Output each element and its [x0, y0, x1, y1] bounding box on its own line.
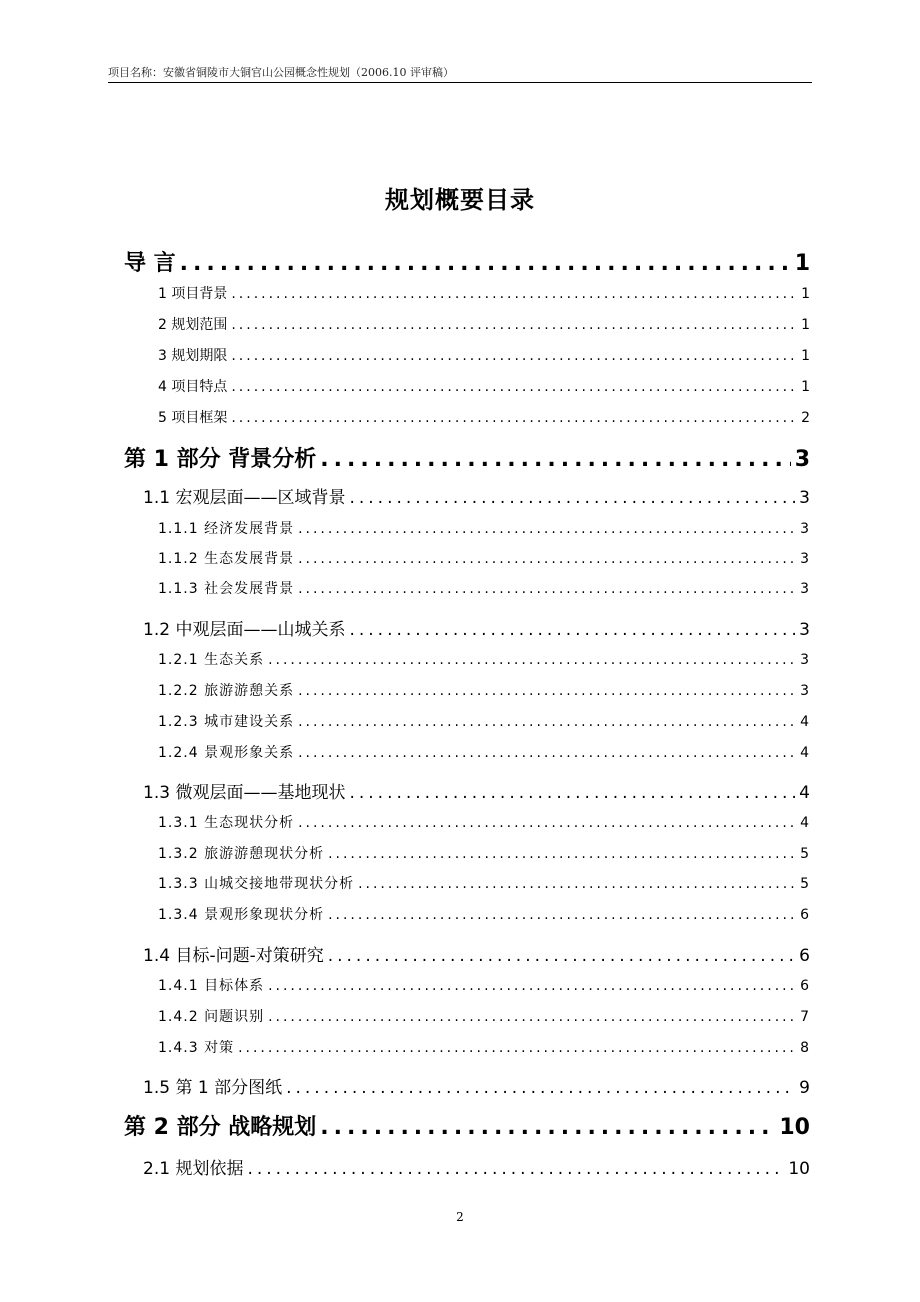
toc-entry[interactable]: [158, 873, 810, 895]
toc-entry-page: 3: [800, 652, 810, 668]
toc-entry-part-1[interactable]: [124, 442, 810, 472]
toc-entry[interactable]: [158, 548, 810, 570]
toc-entry-section[interactable]: [143, 1154, 810, 1180]
toc-entry[interactable]: [158, 649, 810, 671]
toc-leader-dots: [268, 652, 796, 668]
toc-entry-label: 4 项目特点: [158, 379, 228, 395]
toc-entry-label: 2 规划范围: [158, 317, 228, 333]
toc-entry[interactable]: [158, 975, 810, 997]
toc-entry-page: 1: [801, 379, 810, 395]
toc-entry-page: 7: [800, 1009, 810, 1025]
toc-entry-label: 1.3 微观层面——基地现状: [143, 783, 346, 803]
toc-entry-section[interactable]: [143, 778, 810, 804]
toc-leader-dots: [231, 317, 797, 333]
toc-leader-dots: [349, 783, 795, 803]
toc-entry[interactable]: [158, 314, 810, 336]
toc-leader-dots: [286, 1078, 795, 1098]
toc-entry-section[interactable]: [143, 615, 810, 641]
toc-entry-introduction[interactable]: [124, 246, 810, 276]
toc-leader-dots: [298, 581, 796, 597]
toc-entry[interactable]: [158, 742, 810, 764]
toc-entry[interactable]: [158, 711, 810, 733]
toc-entry-label: 1.3.3 山城交接地带现状分析: [158, 876, 355, 892]
toc-entry-page: 3: [800, 683, 810, 699]
toc-entry-label: 3 规划期限: [158, 348, 228, 364]
toc-entry[interactable]: [158, 407, 810, 429]
toc-entry[interactable]: [158, 283, 810, 305]
toc-entry-page: 8: [800, 1040, 810, 1056]
toc-entry-page: 9: [799, 1078, 810, 1098]
toc-entry[interactable]: [158, 1037, 810, 1059]
toc-leader-dots: [180, 251, 791, 276]
page-title: 规划概要目录: [385, 186, 535, 214]
toc-entry[interactable]: [158, 812, 810, 834]
toc-entry-label: 1.1.3 社会发展背景: [158, 581, 295, 597]
toc-entry-page: 5: [800, 846, 810, 862]
toc-entry-label: 1.1.2 生态发展背景: [158, 551, 295, 567]
running-header: [108, 66, 812, 83]
toc-entry-label: 导 言: [124, 251, 176, 276]
toc-entry-page: 3: [800, 521, 810, 537]
toc-entry-page: 3: [799, 620, 810, 640]
toc-entry-label: 1.5 第 1 部分图纸: [143, 1078, 283, 1098]
page-number: 2: [456, 1210, 464, 1224]
toc-leader-dots: [298, 714, 796, 730]
toc-entry-page: 6: [799, 946, 810, 966]
toc-entry-label: 1.4.1 目标体系: [158, 978, 265, 994]
toc-entry-page: 6: [800, 978, 810, 994]
toc-leader-dots: [349, 620, 795, 640]
toc-entry-page: 2: [801, 410, 810, 426]
toc-leader-dots: [298, 815, 796, 831]
toc-entry[interactable]: [158, 1006, 810, 1028]
toc-entry-page: 4: [799, 783, 810, 803]
toc-entry-section[interactable]: [143, 1073, 810, 1099]
toc-entry-page: 10: [788, 1159, 810, 1179]
toc-entry-label: 1.1 宏观层面——区域背景: [143, 488, 346, 508]
toc-entry-section[interactable]: [143, 941, 810, 967]
toc-entry-label: 1.4.3 对策: [158, 1040, 235, 1056]
toc-leader-dots: [268, 1009, 796, 1025]
toc-entry-page: 6: [800, 907, 810, 923]
toc-entry-page: 3: [794, 447, 810, 472]
toc-entry-page: 4: [800, 714, 810, 730]
toc-entry-page: 4: [800, 745, 810, 761]
toc-entry-label: 1.1.1 经济发展背景: [158, 521, 295, 537]
toc-entry-page: 1: [801, 348, 810, 364]
toc-entry-page: 1: [801, 317, 810, 333]
toc-leader-dots: [238, 1040, 796, 1056]
toc-leader-dots: [231, 348, 797, 364]
toc-entry-page: 5: [800, 876, 810, 892]
toc-entry-label: 1 项目背景: [158, 286, 228, 302]
toc-leader-dots: [358, 876, 796, 892]
toc-entry[interactable]: [158, 904, 810, 926]
toc-leader-dots: [328, 846, 796, 862]
toc-entry-label: 2.1 规划依据: [143, 1159, 244, 1179]
toc-leader-dots: [231, 379, 797, 395]
toc-entry[interactable]: [158, 345, 810, 367]
toc-leader-dots: [231, 286, 797, 302]
toc-entry-page: 10: [779, 1115, 810, 1140]
toc-entry-label: 第 1 部分 背景分析: [124, 447, 317, 472]
toc-entry[interactable]: [158, 843, 810, 865]
toc-leader-dots: [298, 745, 796, 761]
toc-entry-label: 1.2.3 城市建设关系: [158, 714, 295, 730]
toc-entry-label: 1.4.2 问题识别: [158, 1009, 265, 1025]
toc-entry-label: 1.2.1 生态关系: [158, 652, 265, 668]
toc-entry[interactable]: [158, 518, 810, 540]
toc-entry-page: 3: [800, 581, 810, 597]
toc-leader-dots: [298, 551, 796, 567]
toc-entry-label: 1.3.1 生态现状分析: [158, 815, 295, 831]
toc-leader-dots: [328, 946, 795, 966]
toc-leader-dots: [328, 907, 796, 923]
toc-entry-label: 1.2.2 旅游游憩关系: [158, 683, 295, 699]
toc-entry-label: 5 项目框架: [158, 410, 228, 426]
toc-leader-dots: [231, 410, 797, 426]
toc-leader-dots: [298, 683, 796, 699]
toc-entry-section[interactable]: [143, 483, 810, 509]
toc-entry-page: 4: [800, 815, 810, 831]
toc-entry-label: 1.2 中观层面——山城关系: [143, 620, 346, 640]
toc-entry-page: 1: [794, 251, 810, 276]
toc-entry-label: 1.2.4 景观形象关系: [158, 745, 295, 761]
toc-entry[interactable]: [158, 376, 810, 398]
toc-entry-page: 3: [799, 488, 810, 508]
running-header-text: 项目名称：安徽省铜陵市大铜官山公园概念性规划（2006.10 评审稿）: [108, 66, 454, 79]
toc-entry-label: 1.3.4 景观形象现状分析: [158, 907, 325, 923]
toc-entry[interactable]: [158, 578, 810, 600]
toc-entry-page: 1: [801, 286, 810, 302]
toc-entry-label: 1.4 目标-问题-对策研究: [143, 946, 324, 966]
toc-entry-label: 第 2 部分 战略规划: [124, 1115, 317, 1140]
toc-leader-dots: [320, 447, 790, 472]
toc-entry-label: 1.3.2 旅游游憩现状分析: [158, 846, 325, 862]
toc-leader-dots: [247, 1159, 784, 1179]
toc-entry-part-2[interactable]: [124, 1110, 810, 1140]
toc-leader-dots: [268, 978, 796, 994]
toc-leader-dots: [298, 521, 796, 537]
toc-entry-page: 3: [800, 551, 810, 567]
toc-leader-dots: [349, 488, 795, 508]
toc-leader-dots: [320, 1115, 775, 1140]
toc-entry[interactable]: [158, 680, 810, 702]
